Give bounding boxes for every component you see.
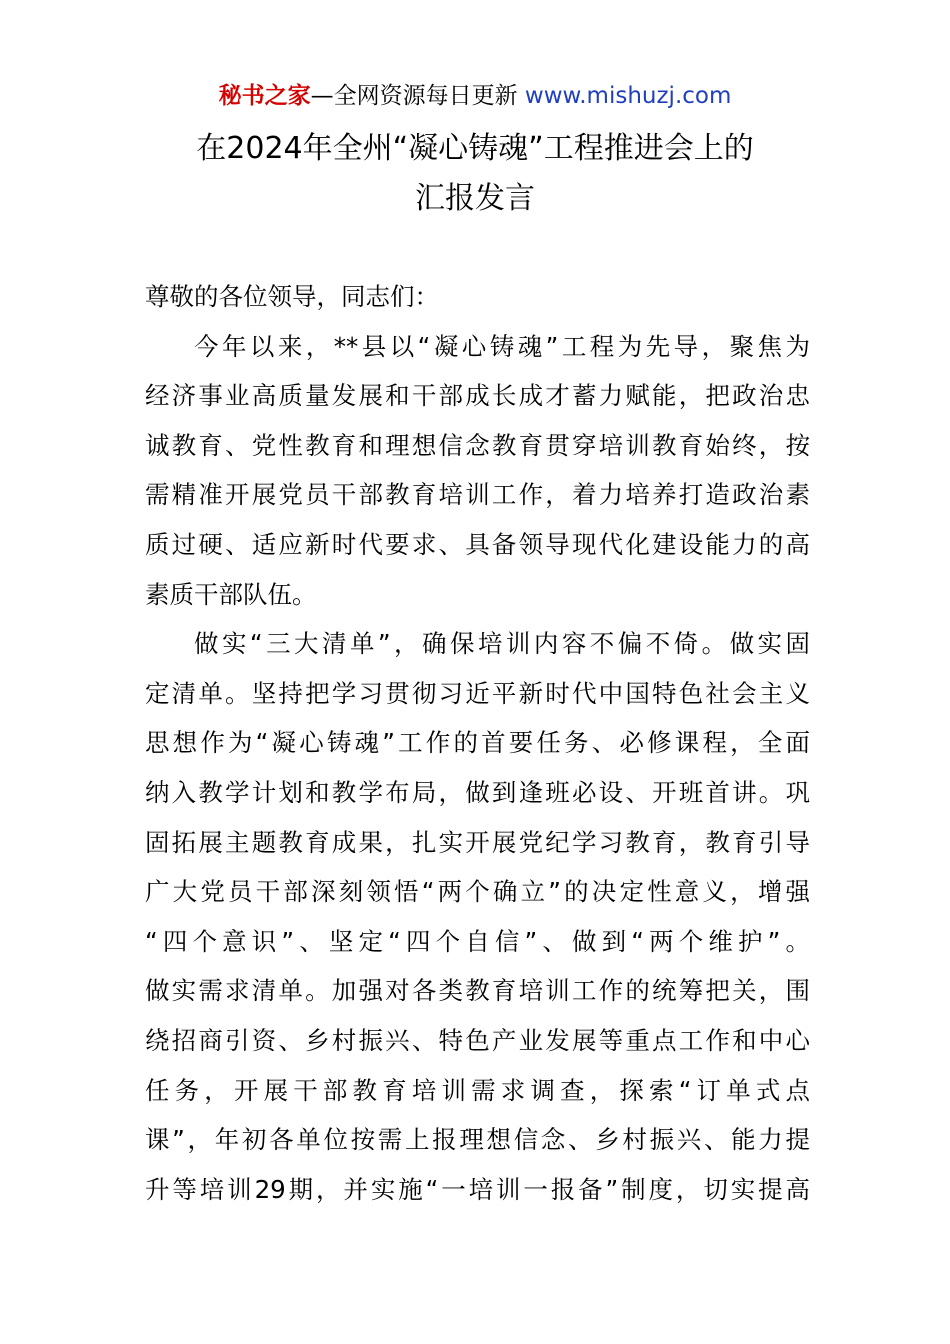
site-header xyxy=(0,80,950,112)
site-url-link[interactable]: www.mishuzj.com xyxy=(524,83,732,109)
text-line: “四个意识”、坚定“四个自信”、做到“两个维护”。 xyxy=(145,926,810,956)
text-line: 质过硬、适应新时代要求、具备领导现代化建设能力的高 xyxy=(145,529,810,559)
text-line: 任务，开展干部教育培训需求调查，探索“订单式点 xyxy=(145,1075,810,1105)
document-title xyxy=(60,124,890,224)
text-line: 做实需求清单。加强对各类教育培训工作的统筹把关，围 xyxy=(145,976,810,1006)
text-line: 纳入教学计划和教学布局，做到逢班必设、开班首讲。巩 xyxy=(145,777,810,807)
text-line: 升等培训29期，并实施“一培训一报备”制度，切实提高 xyxy=(145,1174,810,1204)
text-line: 广大党员干部深刻领悟“两个确立”的决定性意义，增强 xyxy=(145,877,810,907)
text-line: 素质干部队伍。 xyxy=(145,579,317,609)
text-line: 经济事业高质量发展和干部成长成才蓄力赋能，把政治忠 xyxy=(145,381,810,411)
document-body xyxy=(145,272,810,1214)
text-line: 今年以来，**县以“凝心铸魂”工程为先导，聚焦为 xyxy=(194,331,810,361)
title-line: 汇报发言 xyxy=(415,181,535,216)
text-line: 需精准开展党员干部教育培训工作，着力培养打造政治素 xyxy=(145,480,810,510)
site-brand: 秘书之家 xyxy=(218,83,311,109)
site-tagline: —全网资源每日更新 xyxy=(310,83,518,109)
text-line: 诚教育、党性教育和理想信念教育贯穿培训教育始终，按 xyxy=(145,430,810,460)
text-line: 思想作为“凝心铸魂”工作的首要任务、必修课程，全面 xyxy=(145,728,810,758)
text-line: 绕招商引资、乡村振兴、特色产业发展等重点工作和中心 xyxy=(145,1025,810,1055)
text-line: 课”，年初各单位按需上报理想信念、乡村振兴、能力提 xyxy=(145,1125,810,1155)
title-line: 在2024年全州“凝心铸魂”工程推进会上的 xyxy=(196,131,754,166)
text-line: 定清单。坚持把学习贯彻习近平新时代中国特色社会主义 xyxy=(145,678,810,708)
text-line: 做实“三大清单”，确保培训内容不偏不倚。做实固 xyxy=(194,629,810,659)
text-line: 固拓展主题教育成果，扎实开展党纪学习教育，教育引导 xyxy=(145,827,810,857)
salutation: 尊敬的各位领导，同志们： xyxy=(145,282,439,311)
